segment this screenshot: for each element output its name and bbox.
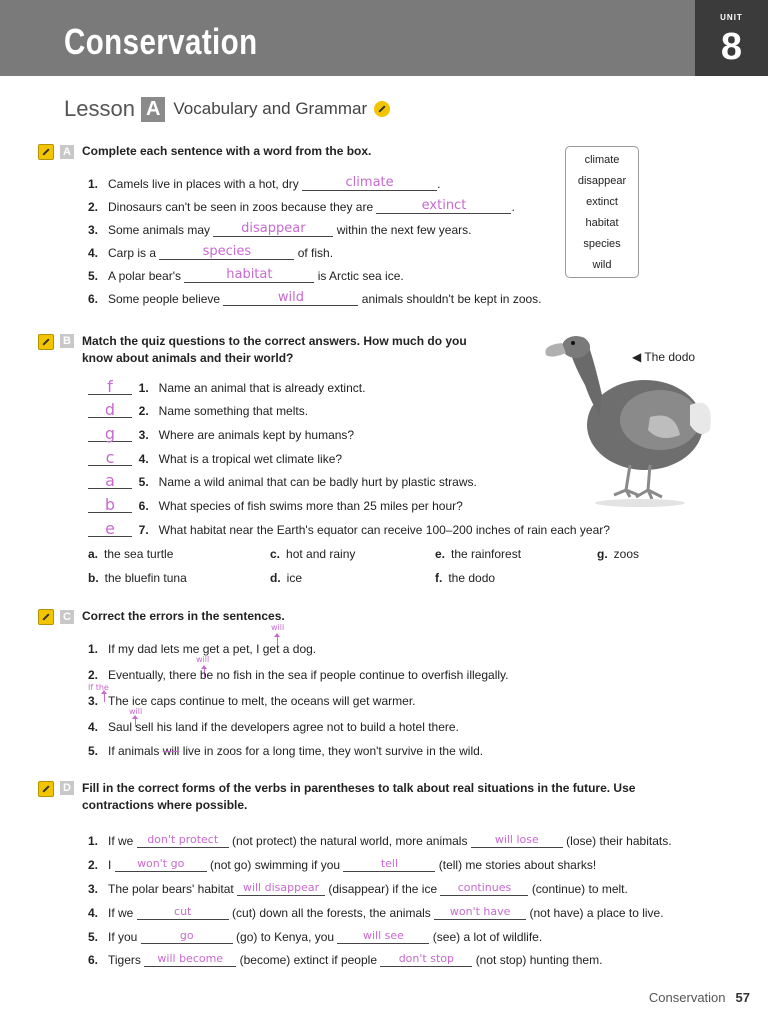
item-text: (not stop) hunting them. — [475, 953, 603, 967]
instruction-line: know about animals and their world? — [82, 351, 294, 365]
answer-blank[interactable]: disappear — [213, 222, 333, 237]
handwritten-correction: will — [196, 655, 210, 664]
section-instruction: Complete each sentence with a word from the box. — [82, 144, 372, 158]
item-number: 4. — [88, 246, 99, 260]
word-box-item: climate — [584, 154, 620, 166]
answer-blank[interactable]: a — [88, 474, 132, 489]
item-text: The ice caps continue to melt, the oceans will get warmer. — [108, 694, 416, 708]
option-key: b. — [88, 571, 99, 585]
option-text: hot and rainy — [286, 547, 356, 561]
item-text: Saul sell his land if the developers agree not to build a hotel there. — [108, 720, 459, 734]
answer-blank[interactable]: extinct — [376, 199, 511, 214]
page-number: 57 — [735, 990, 750, 1005]
section-instruction — [82, 333, 467, 367]
answer-blank[interactable]: f — [88, 380, 132, 395]
exercise-item — [88, 222, 471, 237]
item-number: 2. — [88, 200, 99, 214]
answer-blank[interactable]: tell — [343, 857, 435, 872]
item-number: 1. — [88, 177, 99, 191]
answer-option — [270, 547, 355, 561]
section-d-heading — [38, 780, 635, 814]
item-text: (not protect) the natural world, more animals — [232, 834, 468, 848]
item-number: 4. — [88, 906, 99, 920]
verb-item — [88, 952, 602, 967]
item-number: 6. — [138, 499, 149, 513]
instruction-line: Fill in the correct forms of the verbs in parentheses to talk about real situations in the future. Use — [82, 781, 636, 795]
item-text: What habitat near the Earth's equator can receive 100–200 inches of rain each year? — [158, 523, 610, 537]
exercise-item — [88, 268, 404, 283]
option-text: the dodo — [448, 571, 496, 585]
answer-blank[interactable]: cut — [137, 905, 229, 920]
section-instruction — [82, 780, 635, 814]
answer-blank[interactable]: will see — [337, 929, 429, 944]
correction-item — [88, 642, 316, 656]
item-number: 3. — [88, 882, 99, 896]
section-letter: B — [60, 334, 74, 348]
option-text: the sea turtle — [104, 547, 174, 561]
option-key: e. — [435, 547, 446, 561]
pencil-icon — [38, 144, 54, 160]
answer-blank[interactable]: species — [159, 245, 294, 260]
instruction-line: contractions where possible. — [82, 798, 248, 812]
correction-item — [88, 744, 483, 758]
item-text: Carp is a — [108, 246, 157, 260]
exercise-item — [88, 291, 542, 306]
answer-blank[interactable]: will disappear — [237, 881, 325, 896]
exercise-item — [88, 245, 333, 260]
verb-item — [88, 833, 672, 848]
option-text: the bluefin tuna — [104, 571, 187, 585]
item-text: Tigers — [108, 953, 141, 967]
answer-blank[interactable]: go — [141, 929, 233, 944]
verb-item — [88, 881, 628, 896]
correction-item — [88, 668, 508, 682]
page-footer — [649, 990, 750, 1005]
item-number: 5. — [88, 744, 99, 758]
answer-option — [270, 571, 302, 585]
quiz-item — [88, 471, 477, 490]
answer-blank[interactable]: will become — [144, 952, 236, 967]
item-text: I — [108, 858, 112, 872]
item-text: What species of fish swims more than 25 miles per hour? — [158, 499, 463, 513]
dodo-caption: ◀ The dodo — [632, 350, 696, 364]
section-c-heading — [38, 608, 285, 625]
item-number: 3. — [88, 694, 99, 708]
item-text: Name a wild animal that can be badly hurt by plastic straws. — [158, 475, 477, 489]
quiz-item — [88, 424, 355, 443]
answer-blank[interactable]: habitat — [184, 268, 314, 283]
unit-badge — [695, 0, 768, 76]
answer-option — [88, 571, 187, 585]
answer-blank[interactable]: wild — [223, 291, 358, 306]
section-letter: A — [60, 145, 74, 159]
answer-blank[interactable]: will lose — [471, 833, 563, 848]
item-number: 6. — [88, 953, 99, 967]
item-number: 1. — [88, 834, 99, 848]
item-text: within the next few years. — [336, 223, 472, 237]
item-text: Where are animals kept by humans? — [158, 428, 355, 442]
section-a-heading — [38, 143, 371, 160]
item-number: 2. — [138, 404, 149, 418]
answer-blank[interactable]: continues — [440, 881, 528, 896]
item-text: Camels live in places with a hot, dry — [108, 177, 299, 191]
lesson-word: Lesson — [64, 96, 135, 121]
answer-blank[interactable]: don't protect — [137, 833, 229, 848]
item-number: 2. — [88, 858, 99, 872]
unit-label: UNIT — [720, 13, 743, 22]
lesson-heading — [64, 96, 390, 122]
lesson-subtitle: Vocabulary and Grammar — [173, 99, 368, 118]
item-number: 5. — [88, 269, 99, 283]
item-text: animals shouldn't be kept in zoos. — [361, 292, 542, 306]
option-key: c. — [270, 547, 281, 561]
answer-blank[interactable]: g — [88, 427, 132, 442]
answer-option — [597, 547, 639, 561]
correction-item — [88, 694, 415, 708]
answer-option — [88, 547, 173, 561]
item-text: is Arctic sea ice. — [317, 269, 404, 283]
item-text: If we — [108, 834, 134, 848]
exercise-item — [88, 199, 515, 214]
item-text: What is a tropical wet climate like? — [158, 452, 343, 466]
item-text: (become) extinct if people — [239, 953, 377, 967]
answer-option — [435, 547, 521, 561]
option-key: g. — [597, 547, 608, 561]
item-text: A polar bear's — [108, 269, 182, 283]
answer-blank[interactable]: b — [88, 498, 132, 513]
section-b-heading — [38, 333, 467, 367]
item-number: 2. — [88, 668, 99, 682]
item-text: Eventually, there be no fish in the sea if people continue to overfish illegally. — [108, 668, 509, 682]
unit-header-bar — [0, 0, 695, 76]
option-key: d. — [270, 571, 281, 585]
pencil-icon — [38, 781, 54, 797]
instruction-line: Match the quiz questions to the correct answers. How much do you — [82, 334, 467, 348]
verb-item — [88, 857, 596, 872]
item-text: live in zoos for a long time, they won't survive in the wild. — [179, 744, 484, 758]
item-text: If animals — [108, 744, 163, 758]
option-key: f. — [435, 571, 443, 585]
struck-word: will — [162, 744, 180, 758]
answer-blank[interactable]: won't go — [115, 857, 207, 872]
option-text: zoos — [613, 547, 640, 561]
item-text: Dinosaurs can't be seen in zoos because they are — [108, 200, 374, 214]
item-number: 1. — [88, 642, 99, 656]
item-text: The polar bears' habitat — [108, 882, 234, 896]
item-text: If my dad lets me get a pet, I get a dog. — [108, 642, 317, 656]
item-text: Some people believe — [108, 292, 221, 306]
answer-blank[interactable]: don't stop — [380, 952, 472, 967]
verb-item — [88, 929, 542, 944]
item-number: 1. — [138, 381, 149, 395]
lesson-letter: A — [141, 97, 165, 122]
footer-title: Conservation — [648, 990, 726, 1005]
exercise-item — [88, 176, 440, 191]
item-text: . — [511, 200, 515, 214]
handwritten-correction: will — [129, 707, 143, 716]
item-text: (see) a lot of wildlife. — [432, 930, 543, 944]
section-letter: D — [60, 781, 74, 795]
answer-blank[interactable]: climate — [302, 176, 437, 191]
item-number: 5. — [88, 930, 99, 944]
word-box-item: species — [583, 238, 621, 250]
option-text: ice — [286, 571, 303, 585]
handwritten-correction: If the — [88, 683, 109, 692]
word-box-item: disappear — [577, 175, 627, 187]
quiz-item — [88, 495, 463, 514]
option-key: a. — [88, 547, 99, 561]
handwritten-correction: will — [271, 623, 285, 632]
item-number: 3. — [138, 428, 149, 442]
quiz-item — [88, 519, 610, 538]
word-box-item: extinct — [586, 196, 618, 208]
item-text: (tell) me stories about sharks! — [438, 858, 597, 872]
item-number: 7. — [138, 523, 149, 537]
answer-blank[interactable]: d — [88, 403, 132, 418]
section-letter: C — [60, 610, 74, 624]
item-text: Some animals may — [108, 223, 211, 237]
option-text: the rainforest — [451, 547, 522, 561]
item-number: 6. — [88, 292, 99, 306]
correction-item — [88, 720, 459, 734]
item-text: (not have) a place to live. — [529, 906, 664, 920]
item-text: of fish. — [297, 246, 334, 260]
unit-number: 8 — [720, 26, 743, 68]
section-instruction: Correct the errors in the sentences. — [82, 609, 285, 623]
item-text: (go) to Kenya, you — [236, 930, 335, 944]
quiz-item — [88, 400, 309, 419]
item-text: . — [437, 177, 441, 191]
quiz-item — [88, 377, 366, 396]
item-text: (disappear) if the ice — [328, 882, 438, 896]
answer-blank[interactable]: c — [88, 451, 132, 466]
word-box — [565, 146, 639, 278]
item-text: Name something that melts. — [158, 404, 309, 418]
answer-blank[interactable]: e — [88, 522, 132, 537]
item-text: Name an animal that is already extinct. — [158, 381, 366, 395]
item-number: 4. — [88, 720, 99, 734]
pencil-icon — [374, 101, 390, 117]
pencil-icon — [38, 609, 54, 625]
item-number: 3. — [88, 223, 99, 237]
verb-item — [88, 905, 664, 920]
item-text: (not go) swimming if you — [210, 858, 341, 872]
item-text: (cut) down all the forests, the animals — [232, 906, 431, 920]
answer-option — [435, 571, 495, 585]
item-text: (continue) to melt. — [531, 882, 628, 896]
item-number: 5. — [138, 475, 149, 489]
word-box-item: habitat — [585, 217, 619, 229]
word-box-item: wild — [592, 259, 612, 271]
item-text: If we — [108, 906, 134, 920]
item-text: If you — [108, 930, 138, 944]
pencil-icon — [38, 334, 54, 350]
item-text: (lose) their habitats. — [566, 834, 672, 848]
answer-blank[interactable]: won't have — [434, 905, 526, 920]
page-title: Conservation — [64, 21, 258, 62]
item-number: 4. — [138, 452, 149, 466]
quiz-item — [88, 448, 343, 467]
